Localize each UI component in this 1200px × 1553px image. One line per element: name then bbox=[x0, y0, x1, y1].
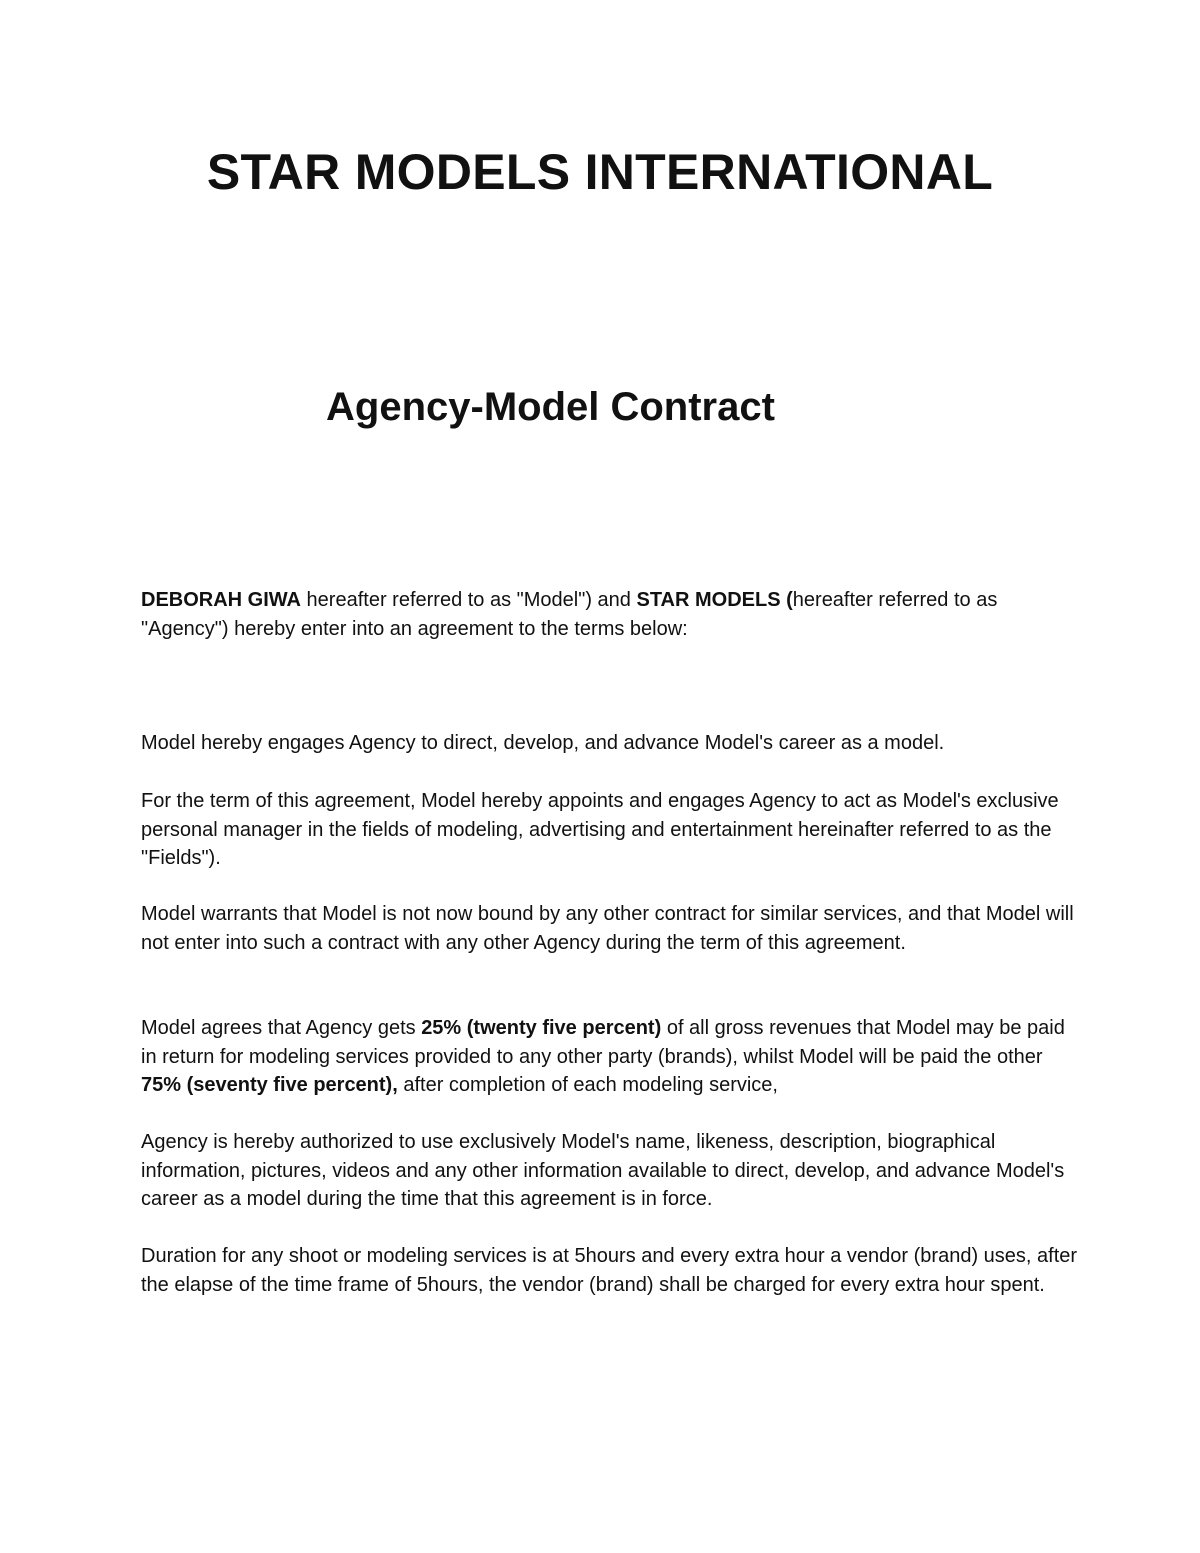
revenue-text-b: of all gross revenues that Model may be paid in return for modeling services provided to any other party (brands), whilst Model will be paid the other bbox=[141, 1017, 1065, 1068]
clause-appointment: For the term of this agreement, Model hereby appoints and engages Agency to act as Model's exclusive personal manager in the fields of modeling, advertising and entertainment hereinafter referred to as the "Fields"). bbox=[141, 790, 1059, 870]
intro-text-a: hereafter referred to as "Model") and bbox=[301, 589, 637, 611]
clause-warranty: Model warrants that Model is not now bound by any other contract for similar services, and that Model will not enter into such a contract with any other Agency during the term of this agreement. bbox=[141, 903, 1074, 954]
clause-engagement: Model hereby engages Agency to direct, develop, and advance Model's career as a model. bbox=[141, 732, 945, 754]
intro-text-b: hereafter referred to as "Agency") hereby enter into an agreement to the terms below: bbox=[141, 589, 998, 640]
intro-paragraph bbox=[141, 586, 1081, 643]
model-share: 75% (seventy five percent), bbox=[141, 1074, 398, 1097]
clause-authorization: Agency is hereby authorized to use exclusively Model's name, likeness, description, biographical information, pictures, videos and any other information available to direct, develop, and advance Model's career as a model during the time that this agreement is in force. bbox=[141, 1131, 1065, 1211]
revenue-text-a: Model agrees that Agency gets bbox=[141, 1017, 422, 1039]
model-name: DEBORAH GIWA bbox=[141, 589, 301, 611]
agency-name: STAR MODELS ( bbox=[636, 589, 793, 611]
revenue-text-c: after completion of each modeling service, bbox=[397, 1074, 778, 1097]
document-title: STAR MODELS INTERNATIONAL bbox=[206, 144, 994, 200]
clause-revenue-split bbox=[141, 1014, 1081, 1100]
contract-subtitle: Agency-Model Contract bbox=[326, 385, 775, 429]
clause-duration: Duration for any shoot or modeling services is at 5hours and every extra hour a vendor (brand) uses, after the elapse of the time frame of 5hours, the vendor (brand) shall be charged for every extra hour spent. bbox=[141, 1245, 1078, 1296]
agency-share: 25% (twenty five percent) bbox=[421, 1017, 662, 1039]
